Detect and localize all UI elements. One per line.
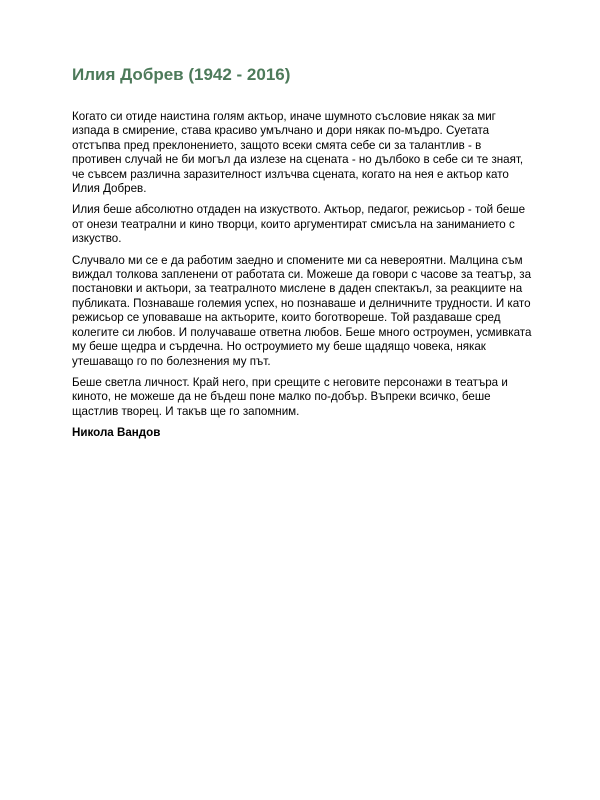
paragraph-4: Беше светла личност. Край него, при срещите с неговите персонажи в театъра и киното, не можеше да не бъдеш поне малко по-добър. Въпреки всичко, беше щастлив творец. И такъв ще го запомним. — [72, 375, 508, 418]
paragraph-3: Случвало ми се е да работим заедно и спомените ми са невероятни. Малцина съм виждал толкова запленени от работата си. Можеше да говори с часове за театър, за постановки и актьори, за театралното мислене в даден спектакъл, за реакциите на публиката. Познаваше големия успех, но познаваше и делничните трудности. И като режисьор се уповаваше на актьорите, които боготвореше. Той раздаваше сред колегите си любов. И получаваше ответна любов. Беше много остроумен, усмивката му беше щедра и сърдечна. Но остроумието му беше щадящо човека, някак утешаващо го по болезнения му път. — [72, 253, 532, 368]
author-signature: Никола Вандов — [72, 426, 161, 440]
paragraph-2: Илия беше абсолютно отдаден на изкуството. Актьор, педагог, режисьор - той беше от онези театрални и кино творци, които аргументират смисъла на заниманието с изкуство. — [72, 203, 526, 246]
page-title: Илия Добрев (1942 - 2016) — [72, 65, 291, 84]
document-page — [72, 64, 532, 441]
paragraph-1: Когато си отиде наистина голям актьор, иначе шумното съсловие някак за миг изпада в смирение, става красиво умълчано и дори някак по-мъдро. Суетата отстъпва пред преклонението, защото всеки смята себе си за талантлив - в противен случай не би могъл да излезе на сцената - но дълбоко в себе си те знаят, че съвсем различна заразителност излъчва сцената, когато на нея е актьор като Илия Добрев. — [72, 110, 524, 196]
